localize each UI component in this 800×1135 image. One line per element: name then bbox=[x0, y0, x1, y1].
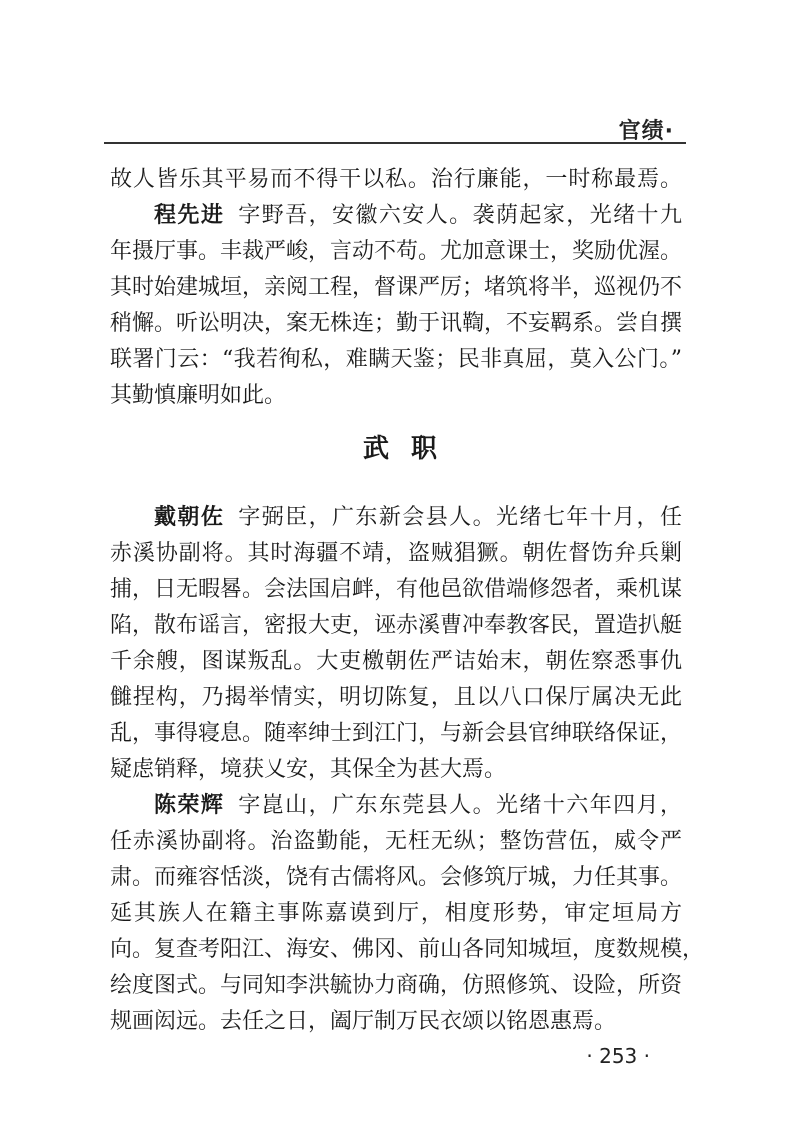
text-line: 任赤溪协副将。治盗勤能，无枉无纵；整饬营伍，威令严 bbox=[110, 829, 682, 854]
text-line: 联署门云：“我若徇私，难瞒天鉴；民非真屈，莫入公门。” bbox=[110, 347, 682, 372]
text-line: 向。复查考阳江、海安、佛冈、前山各同知城垣，度数规模， bbox=[110, 937, 705, 962]
text-line: 延其族人在籍主事陈嘉谟到厅，相度形势，审定垣局方 bbox=[110, 901, 682, 926]
text-line: 戴朝佐 字弼臣，广东新会县人。光绪七年十月，任 bbox=[154, 505, 682, 530]
text-line: 千余艘，图谋叛乱。大吏檄朝佐严诘始末，朝佐察悉事仇 bbox=[110, 649, 682, 674]
person-name: 戴朝佐 bbox=[154, 505, 225, 530]
text-line: 其时始建城垣，亲阅工程，督课严厉；堵筑将半，巡视仍不 bbox=[110, 275, 683, 300]
page-number: · 253 · bbox=[586, 1044, 650, 1068]
text-line: 赤溪协副将。其时海疆不靖，盗贼猖獗。朝佐督饬弁兵剿 bbox=[110, 541, 682, 566]
person-name: 程先进 bbox=[154, 203, 225, 228]
person-name: 陈荣辉 bbox=[154, 793, 225, 818]
text-line: 雠捏构，乃揭举情实，明切陈复，且以八口保厅属决无此 bbox=[110, 685, 682, 710]
text-line: 陷，散布谣言，密报大吏，诬赤溪曹冲奉教客民，置造扒艇 bbox=[110, 613, 683, 638]
text-line: 规画闳远。去任之日，阖厅制万民衣颂以铭恩惠焉。 bbox=[110, 1009, 617, 1034]
text-line: 故人皆乐其平易而不得干以私。治行廉能，一时称最焉。 bbox=[110, 167, 682, 192]
text-line: 捕，日无暇晷。会法国启衅，有他邑欲借端修怨者，乘机谋 bbox=[110, 577, 683, 602]
text-line: 乱，事得寝息。随率绅士到江门，与新会县官绅联络保证， bbox=[110, 721, 683, 746]
text-line: 陈荣辉 字崑山，广东东莞县人。光绪十六年四月， bbox=[154, 793, 682, 818]
running-head: 官绩· bbox=[618, 119, 674, 144]
text-line: 年摄厅事。丰裁严峻，言动不苟。尤加意课士，奖励优渥。 bbox=[110, 239, 683, 264]
text-line: 疑虑销释，境获乂安，其保全为甚大焉。 bbox=[110, 757, 507, 782]
text-line: 其勤慎廉明如此。 bbox=[110, 383, 287, 408]
text-line: 肃。而雍容恬淡，饶有古儒将风。会修筑厅城，力任其事。 bbox=[110, 865, 683, 890]
header-rule bbox=[104, 142, 686, 144]
text-line: 稍懈。听讼明决，案无株连；勤于讯鞫，不妄羁系。尝自撰 bbox=[110, 311, 683, 336]
section-title: 武职 bbox=[362, 434, 459, 464]
text-line: 程先进 字野吾，安徽六安人。袭荫起家，光绪十九 bbox=[154, 203, 682, 228]
text-line: 绘度图式。与同知李洪毓协力商确，仿照修筑、设险，所资 bbox=[110, 973, 683, 998]
